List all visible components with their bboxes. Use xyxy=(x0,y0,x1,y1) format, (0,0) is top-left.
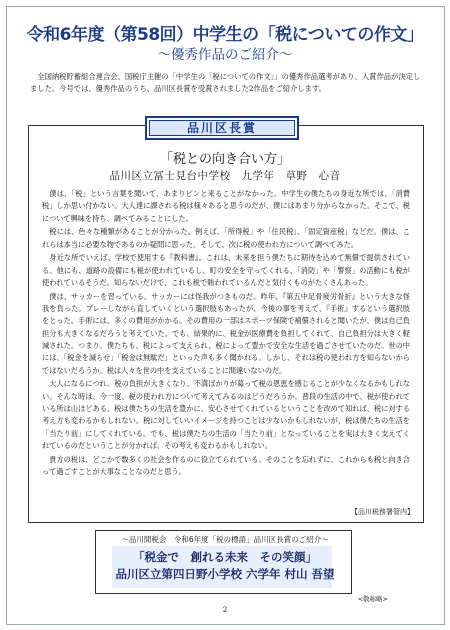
award-badge: 品川区長賞 xyxy=(145,116,299,140)
slogan-title: 「税金で 創れる未来 その笑顔」 xyxy=(133,550,317,564)
essay-author: 品川区立冨士見台中学校 九学年 草野 心音 xyxy=(109,170,341,182)
slogan-author: 品川区立第四日野小学校 六学年 村山 吾望 xyxy=(115,567,335,581)
essay-paragraph: 身近な所でいえば、学校で使用する『教科書』。これは、未来を担う僕たちに期待を込めて無償で提供されている。他にも、道路の設備にも税が使われているし、町の安全を守ってくれる、「消防」や「警察」の活動にも税が使われているそうだ。知らないだけで、これも税で賄われているんだと気付くものがたくさんあった。 xyxy=(42,253,410,288)
intro-text: 全国納税貯蓄組合連合会、国税庁主催の「中学生の「税についての作文」」の優秀作品選考があり、入賞作品が決定しました。今号では、優秀作品のうち、品川区長賞を受賞されました2作品をご紹介します。 xyxy=(30,72,421,93)
essay-credit: 【品川税務署管内】 xyxy=(351,508,414,516)
honorific-note: <敬称略> xyxy=(357,595,388,603)
essay-title: 「税との向き合い方」 xyxy=(159,152,290,167)
slogan-header: ～品川間税会 令和6年度「税の標語」品川区長賞のご紹介～ xyxy=(121,535,329,544)
essay-paragraph: 貴方の税は、どこかで数多くの社会を作るのに役立てられている。そのことを忘れずに、これからも税と向き合って過ごすことが大事なことなのだと思う。 xyxy=(42,454,410,477)
essay-paragraph: 税には、色々な種類があることが分かった。例えば、「所得税」や「住民税」、「固定資産税」などだ。僕は、これらは本当に必要な物であるのか疑問に思った。そして、次に税の使われ方について調べてみた。 xyxy=(42,227,410,249)
page-subtitle: ～優秀作品のご紹介～ xyxy=(157,47,293,63)
essay-body xyxy=(42,188,410,480)
essay-paragraph: 僕は、「税」という言葉を聞いて、あまりピンと来ることがなかった。中学生の僕たちの身近な所では、「消費税」しか思い付かない。大人達に課される税は様々あると思うのだが、僕にはあまり分からなかった。そこで、税について興味を持ち、調べてみることにした。 xyxy=(42,189,410,223)
page-title: 令和6年度（第58回）中学生の「税についての作文」 xyxy=(26,25,424,45)
essay-paragraph: 僕は、サッカーを習っている。サッカーには怪我がつきものだ。昨年、『第五中足骨疲労骨折』という大きな怪我を負った。プレーしながら直していくという選択肢もあったが、今後の事を考えて、『手術』するという選択肢をとった。手術には、多くの費用がかかる。その費用の一部はスポーツ保険で補償されると聞いたが、僕は自己負担分も大きくなるだろうと考えていた。でも、結果的に、税金が医療費を負担してくれて、自己負担分は大きく軽減された。つまり、僕たちも、税によって支えられ、税によって豊かで安全な生活を過ごさせていたのだ。世の中には、「税金を減らせ」「税金は無駄だ」といった声も多く聞かれる。しかし、それは税の使われ方を知らないからではないだろうか。税は人々を世の中を支えていることに間違いないのだ。 xyxy=(42,291,410,375)
page-number: 2 xyxy=(222,606,228,614)
essay-paragraph: 大人になるにつれ、税の負担が大きくなり、不満ばかりが募って税の恩恵を感じることが少なくなるかもしれない。そんな時は、今一度、税の使われ方について考えてみるのはどうだろうか。普段の生活の中で、税が使われている所は山ほどある。税は僕たちの生活を豊かに、安心させてくれているということを改めて知れば、税に対する考え方も変わるかもしれない。税に対していいイメージを持つことは少ないかもしれないが、税は僕たちの生活を「当たり前」にしてくれている。でも、税は僕たちの生活の「当たり前」となっていることを実は大きく支えてくれているのだということが分かれば、その考えも変わるかもしれない。 xyxy=(42,379,410,450)
